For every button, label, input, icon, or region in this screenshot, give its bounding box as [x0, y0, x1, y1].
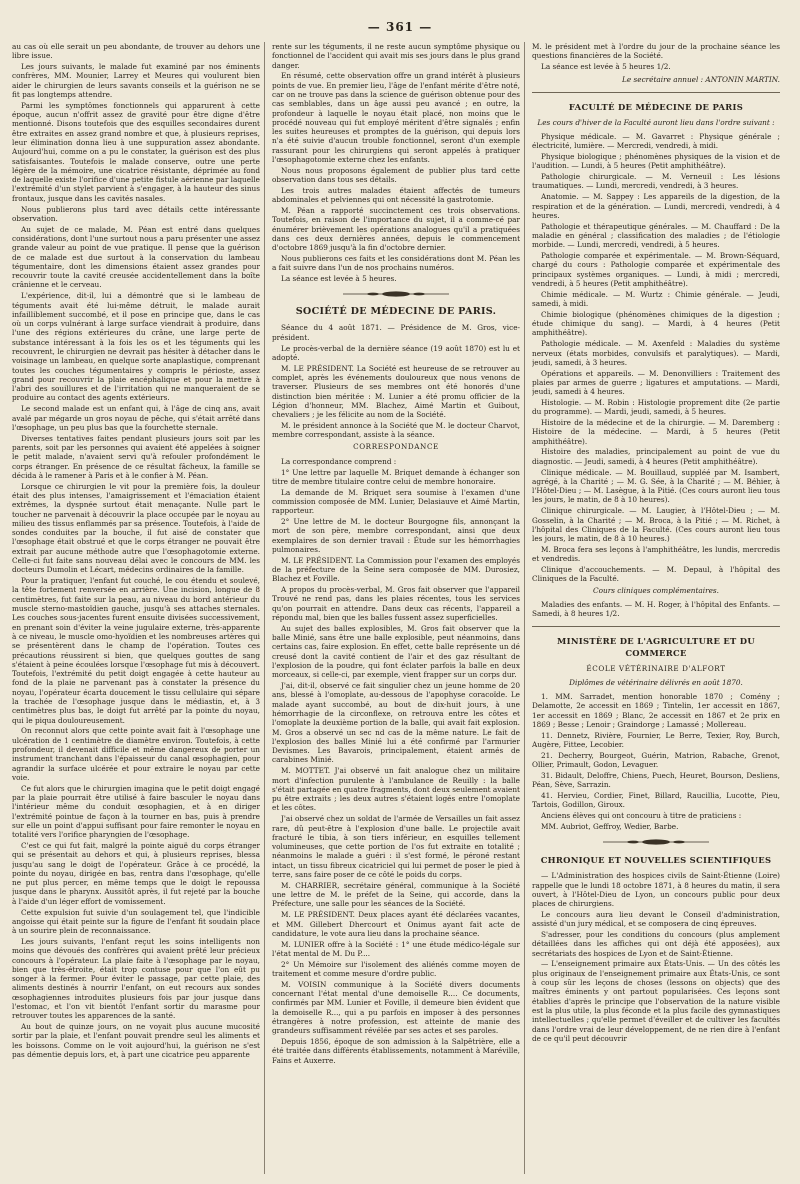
graduate-list: MM. Aubriot, Geffroy, Wedier, Barbe.	[541, 821, 679, 831]
section-rule	[532, 92, 780, 93]
news-paragraph: — L'enseignement primaire aux États-Unis. — Un des côtés les plus originaux de l'enseignement primaire aux États-Unis, ce sont à coup sûr les leçons de choses (lessons on objects) que des maîtres éminents y ont partout popularisées. Ces leçons sont établies d'après le principe que l'observation de la nature visible est la plus utile, la plus féconde et la plus facile des gymnastiques intellectuelles ; qu'elle permet d'éveiller et de cultiver les facultés dans l'ordre vrai de leur développement, de ne rien dire à l'enfant de ce qu'il peut découvrir	[532, 959, 780, 1043]
course-entry: Histologie. — M. Robin : Histologie proprement dite (2e partie du programme). — Mardi, jeudi, samedi, à 5 heures.	[532, 398, 780, 417]
paragraph: Au sujet de ce malade, M. Péan est entré dans quelques considérations, dont l'une surtout nous a paru présenter une assez grande valeur au point de vue pratique. Il pense que la guérison de ce malade est due surtout à la conservation du lambeau tégumentaire, dont les dimensions étaient assez grandes pour recouvrir toute la cavité creusée accidentellement dans la boîte crânienne et le cerveau.	[12, 224, 260, 290]
paragraph: M. LE PRÉSIDENT. La Commission pour l'examen des employés de la préfecture de la Seine sera composée de MM. Durosiez, Blachez et Foville.	[272, 555, 520, 584]
course-entry: Pathologie comparée et expérimentale. — M. Brown-Séquard, chargé du cours : Pathologie comparée et expérimentale des principaux systèmes organiques. — Lundi, à midi ; mercredi, vendredi, à 5 heures (Petit amphithéâtre).	[532, 251, 780, 288]
paragraph: 2° Une lettre de M. le docteur Bourgogne fils, annonçant la mort de son père, membre correspondant, ainsi que deux exemplaires de son dernier travail : Étude sur les hémorrhagies pulmonaires.	[272, 517, 520, 554]
column-1	[12, 42, 260, 1174]
paragraph: J'ai, dit-il, observé ce fait singulier chez un jeune homme de 20 ans, blessé à l'omoplate, au-dessous de l'apophyse coracoïde. Le malade ayant succombé, au bout de dix-huit jours, à une hémorrhagie de la circonflexe, on retrouva entre les côtes et l'omoplate la deuxième portion de la balle, qui avait fait explosion. M. Gros a observé un sec nd cas de la même nature. Le fait de l'explosion des balles Minié lui a été confirmé par l'armurier Devismes. Les Bavarois, principalement, étaient armés de carabines Minié.	[272, 681, 520, 765]
course-entry: Chimie médicale. — M. Wurtz : Chimie générale. — Jeudi, samedi, à midi.	[532, 289, 780, 309]
paragraph: M. VOISIN communique à la Société divers documents concernant l'état mental d'une demoiselle R.... Ce documents, confirmés par MM. Lunier et Foville, il demeure bien évident que la demoiselle R..., qui a pu parfois en imposer à des personnes étrangères à notre profession, est atteinte de manie des grandeurs suffisamment révélée par ses actes et ses paroles.	[272, 979, 520, 1036]
course-entry: M. Broca fera ses leçons à l'amphithéâtre, les lundis, mercredis et vendredis.	[532, 544, 780, 564]
paragraph: Au sujet des balles explosibles, M. Gros fait observer que la balle Minié, sans être une balle explosible, peut néanmoins, dans certains cas, faire explosion. En effet, cette balle représente un dé creusé dont la cavité contient de l'air et des gaz résultant de l'explosion de la poudre, qui font éclater parfois la balle en deux morceaux, si celle-ci, par exemple, vient frapper sur un corps dur.	[272, 623, 520, 680]
secretary-signature: Le secrétaire annuel : ANTONIN MARTIN.	[622, 75, 780, 85]
paragraph: au cas où elle serait un peu abondante, de trouver au dehors une libre issue.	[12, 42, 260, 61]
section-title: FACULTÉ DE MÉDECINE DE PARIS	[568, 101, 744, 112]
course-entry: Maladies des enfants. — M. H. Roger, à l'hôpital des Enfants. — Samedi, à 8 heures 1/2.	[532, 599, 780, 619]
paragraph: A propos du procès-verbal, M. Gros fait observer que l'appareil Trouvé ne rend pas, dans les plaies récentes, tous les services qu'on pourrait en attendre. Dans deux cas récents, l'appareil a répondu mal, bien que les balles fussent assez superficielles.	[272, 585, 520, 623]
paragraph: Nous nous proposons également de publier plus tard cette observation dans tous ses détails.	[272, 165, 520, 185]
paragraph: M. MOTTET. J'ai observé un fait analogue chez un militaire mort d'infection purulente à l'ambulance de Reuilly : la balle s'était partagée en quatre fragments, dont deux seulement avaient pu être extraits ; les deux autres s'étaient logés entre l'omoplate et les côtes.	[272, 766, 520, 813]
paragraph: 2° Un Mémoire sur l'isolement des aliénés comme moyen de traitement et comme mesure d'ordre public.	[272, 959, 520, 979]
paragraph: M. LE PRÉSIDENT. La Société est heureuse de se retrouver au complet, après les événements douloureux que nous venons de traverser. Plusieurs de ses membres ont été honorés d'une distinction bien méritée : M. Lunier a été promu officier de la Légion d'honneur, MM. Blachez, Aimé Martin et Guibout, chevaliers ; je les félicite au nom de la Société.	[272, 363, 520, 420]
paragraph: La demande de M. Briquet sera soumise à l'examen d'une commission composée de MM. Lunier, Delasiauve et Aimé Martin, rapporteur.	[272, 487, 520, 516]
course-entry: Anatomie. — M. Sappey : Les appareils de la digestion, de la respiration et de la génération. — Lundi, mercredi, vendredi, à 4 heures.	[532, 192, 780, 220]
paragraph: Les jours suivants, l'enfant reçut les soins intelligents non moins que dévoués des confrères qui avaient prêté leur précieux concours à l'opérateur. La plaie faite à l'œsophage par le noyau, bien que très-étroite, était trop contuse pour que l'on eût pu songer à la fermer. Pour éviter le passage, par cette plaie, des aliments destinés à nourrir l'enfant, on eut recours aux sondes œsophagiennes introduites plusieurs fois par jour jusque dans l'estomac, et l'on vit bientôt l'enfant sortir du marasme pour retrouver toutes les apparences de la santé.	[12, 936, 260, 1021]
paragraph: Le procès-verbal de la dernière séance (19 août 1870) est lu et adopté.	[272, 343, 520, 362]
course-entry: Pathologie chirurgicale. — M. Verneuil : Les lésions traumatiques. — Lundi, mercredi, vendredi, à 3 heures.	[532, 172, 780, 191]
course-entry: Histoire de la médecine et de la chirurgie. — M. Daremberg : Histoire de la médecine. — Mardi, à 5 heures (Petit amphithéâtre).	[532, 418, 780, 446]
graduate-list: 41. Hervieu, Cordier, Finet, Billard, Raucillia, Lucotte, Pieu, Tartois, Godillon, Giroux.	[532, 791, 780, 810]
paragraph: rente sur les téguments, il ne reste aucun symptôme physique ou fonctionnel de l'accident qui avait mis ses jours dans le plus grand danger.	[272, 42, 520, 70]
paragraph: L'expérience, dit-il, lui a démontré que si le lambeau de téguments avait été lui-même détruit, le malade aurait infailliblement succombé, et il pose en principe que, dans le cas où un corps vulnérant à large surface viendrait à produire, dans l'une des régions extérieures du crâne, une large perte de substance intéressant à la fois les os et les téguments qui les recouvrent, le chirurgien ne devrait pas hésiter à détacher dans le voisinage un lambeau, en quelque sorte anaplastique, comprenant toutes les couches tégumentaires y compris le périoste, assez grand pour recouvrir la plaie encéphalique et pour la mettre à l'abri des souillures et de l'irritation qui ne manqueraient de se produire au contact des agents extérieurs.	[12, 291, 260, 403]
paragraph: Parmi les symptômes fonctionnels qui apparurent à cette époque, aucun n'offrit assez de gravité pour être digne d'être mentionné. Disons toutefois que des esquilles secondaires durent être extraites en assez grand nombre et que, à plusieurs reprises, leur élimination donna lieu à une suppuration assez abondante. Aujourd'hui, comme on a pu le constater, la guérison est des plus satisfaisantes. Toutefois le malade conserve, outre une perte légère de la mémoire, une cicatrice résistante, déprimée au fond de laquelle existe l'orifice d'une petite fistule aérienne par laquelle l'extrémité d'un stylet parvient à s'engager, à la hauteur des sinus frontaux, jusque dans les cavités nasales.	[12, 100, 260, 203]
paragraph: La correspondance comprend :	[281, 456, 397, 466]
paragraph: Pour la pratiquer, l'enfant fut couché, le cou étendu et soulevé, la tête fortement renversée en arrière. Une incision, longue de 8 centimètres, fut faite sur la peau, au niveau du bord antérieur du muscle sterno-mastoïdien gauche, jusqu'à ses attaches sternales. Les couches sous-jacentes furent ensuite divisées successivement, en prenant soin d'éviter la veine jugulaire externe, très-apparente à ce niveau, le muscle omo-hyoïdien et les nombreuses artères qui se présentèrent dans le champ de l'opération. Toutes ces précautions réussirent si bien, que quelques gouttes de sang s'étaient à peine écoulées lorsque l'œsophage fut mis à découvert. Toutefois, l'extrémité du petit doigt engagée à cette hauteur au fond de la plaie ne parvenant pas à constater la présence du noyau, l'opérateur écarta doucement le tissu cellulaire qui sépare la trachée de l'œsophage jusque dans le médiastin, et, à 3 centimètres plus bas, le doigt fut arrêté par la pointe du noyau, qui le piqua douloureusement.	[12, 576, 260, 725]
course-entry: Pathologie et thérapeutique générales. — M. Chauffard : De la maladie en général ; classification des maladies ; de l'étiologie morbide. — Lundi, mercredi, vendredi, à 5 heures.	[532, 221, 780, 250]
section-subtitle: Les cours d'hiver de la Faculté auront lieu dans l'ordre suivant :	[537, 117, 775, 127]
graduate-list: 21. Decherry, Bourgeot, Guérin, Matrion, Rabache, Grenot, Ollier, Primault, Godon, Levaguer.	[532, 750, 780, 770]
paragraph: Au bout de quinze jours, on ne voyait plus aucune mucosité sortir par la plaie, et l'enfant pouvait prendre seul les aliments et les boissons. Comme on le voit aujourd'hui, la guérison ne s'est pas démentie depuis lors, et, à part une cicatrice peu apparente	[12, 1022, 260, 1059]
paragraph: En résumé, cette observation offre un grand intérêt à plusieurs points de vue. En premier lieu, l'âge de l'enfant mérite d'être noté, car on ne trouve pas dans la science de guérison obtenue pour des cas semblables, dans un âge aussi peu avancé ; en outre, la profondeur à laquelle le noyau était placé, non moins que le procédé nouveau qui fut employé méritent d'être signalés ; enfin les suites heureuses et promptes de la guérison, qui depuis lors n'a été suivie d'aucun trouble fonctionnel, seront d'un exemple rassurant pour les chirurgiens qui seront appelés à pratiquer l'œsophagotomie externe chez les enfants.	[272, 71, 520, 165]
paragraph: C'est ce qui fut fait, malgré la pointe aiguë du corps étranger qui se présentait au dehors et qui, à plusieurs reprises, blessa jusqu'au sang le doigt de l'opérateur. Grâce à ce procédé, la pointe du noyau, dirigée en bas, rentra dans l'œsophage, qu'elle ne put plus percer, en même temps que le doigt le repoussa jusque dans le pharynx. Aussitôt après, il fut rejeté par la bouche à l'aide d'un léger effort de vomissement.	[12, 840, 260, 906]
paragraph: Les jours suivants, le malade fut examiné par nos éminents confrères, MM. Mounier, Larrey et Meures qui voulurent bien aider le chirurgien de leurs savants conseils et la guérison ne se fit pas longtemps attendre.	[12, 62, 260, 99]
graduate-list: 31. Bidault, Deloffre, Chiens, Puech, Heuret, Bourson, Desliens, Péan, Sève, Sarrazin.	[532, 771, 780, 790]
news-paragraph: Le concours aura lieu devant le Conseil d'administration, assisté d'un jury médical, et se composera de cinq épreuves.	[532, 909, 780, 929]
course-entry: Clinique médicale. — M. Bouillaud, suppléé par M. Isambert, agrégé, à la Charité ; — M. G. Sée, à la Charité ; — M. Béhier, à l'Hôtel-Dieu ; — M. Lasègue, à la Pitié. (Ces cours auront lieu tous les jours, le matin, de 8 à 10 heures).	[532, 467, 780, 505]
course-entry: Opérations et appareils. — M. Denonvilliers : Traitement des plaies par armes de guerre ; ligatures et amputations. — Mardi, jeudi, samedi à 4 heures.	[532, 368, 780, 397]
news-paragraph: S'adresser, pour les conditions du concours (plus amplement détaillées dans les affiches qui ont déjà été apposées), aux secrétariats des hospices de Lyon et de Saint-Étienne.	[532, 930, 780, 958]
paragraph: M. le président annonce à la Société que M. le docteur Charvot, membre correspondant, assiste à la séance.	[272, 420, 520, 440]
paragraph: Ce fut alors que le chirurgien imagina que le petit doigt engagé par la plaie pourrait être utilisé à faire basculer le noyau dans l'intérieur même du conduit œsophagien, et à en diriger l'extrémité pointue de façon à la tourner en bas, puis à prendre sur elle un point d'appui suffisant pour faire remonter le noyau en totalité vers l'orifice pharyngien de l'œsophage.	[12, 783, 260, 840]
graduate-list: 11. Dennetz, Rivière, Fournier, Le Berre, Texier, Roy, Burch, Augère, Fittee, Lecobier.	[532, 730, 780, 750]
section-rule	[532, 626, 780, 627]
paragraph: 1° Une lettre par laquelle M. Briquet demande à échanger son titre de membre titulaire contre celui de membre honoraire.	[272, 467, 520, 486]
paragraph: M. LUNIER offre à la Société : 1° une étude médico-légale sur l'état mental de M. Du P....	[272, 939, 520, 958]
column-divider	[264, 42, 265, 1174]
paragraph: J'ai observé chez un soldat de l'armée de Versailles un fait assez rare, dû peut-être à l'explosion d'une balle. Le projectile avait fracturé le tibia, à son tiers inférieur, en esquilles tellement volumineuses, que cette portion de l'os fut extraite en totalité ; néanmoins le malade a guéri : il s'est formé, le péroné restant intact, un tissu fibreux cicatriciel qui lui permet de poser le pied à terre, sans faire poser de ce côté le poids du corps.	[272, 814, 520, 880]
paragraph: Les trois autres malades étaient affectés de tumeurs abdominales et pelviennes qui ont nécessité la gastrotomie.	[272, 185, 520, 205]
section-title: CHRONIQUE ET NOUVELLES SCIENTIFIQUES	[540, 855, 772, 866]
section-subtitle: Diplômes de vétérinaire délivrés en août 1870.	[569, 677, 743, 687]
session-line: Séance du 4 août 1871. — Présidence de M. Gros, vice-président.	[272, 323, 520, 342]
course-entry: Histoire des maladies, principalement au point de vue du diagnostic. — Jeudi, samedi, à 4 heures (Petit amphithéâtre).	[532, 447, 780, 466]
ornament-divider	[601, 838, 711, 846]
paragraph: Nous publierons ces faits et les considérations dont M. Péan les a fait suivre dans l'un de nos prochains numéros.	[272, 254, 520, 273]
paragraph: M. le président met à l'ordre du jour de la prochaine séance les questions financières de la Société.	[532, 42, 780, 61]
news-paragraph: — L'Administration des hospices civils de Saint-Étienne (Loire) rappelle que le lundi 18 octobre 1871, à 8 heures du matin, il sera ouvert, à l'Hôtel-Dieu de Lyon, un concours public pour deux places de chirurgiens.	[532, 871, 780, 909]
section-title: MINISTÈRE DE L'AGRICULTURE ET DU COMMERCE	[557, 635, 755, 658]
subsection-heading: CORRESPONDANCE	[353, 442, 439, 452]
school-title: ÉCOLE VÉTÉRINAIRE D'ALFORT	[586, 663, 726, 673]
ornament-divider	[341, 290, 451, 298]
column-3	[532, 42, 780, 1174]
paragraph: La séance est levée à 5 heures.	[281, 274, 397, 284]
course-entry: Clinique chirurgicale. — M. Laugier, à l'Hôtel-Dieu ; — M. Gosselin, à la Charité ; — M. Broca, à la Pitié ; — M. Richet, à l'hôpital des Cliniques de la Faculté. (Ces cours auront lieu tous les jours, le matin, de 8 à 10 heures.)	[532, 506, 780, 544]
section-title: SOCIÉTÉ DE MÉDECINE DE PARIS.	[295, 306, 497, 318]
course-entry: Physique biologique ; phénomènes physiques de la vision et de l'audition. — Lundi, à 5 heures (Petit amphithéâtre).	[532, 152, 780, 171]
paragraph: Le second malade est un enfant qui, à l'âge de cinq ans, avait avalé par mégarde un gros noyau de pêche, qui s'était arrêté dans l'œsophage, un peu plus bas que la fourchette sternale.	[12, 404, 260, 432]
course-entry: Clinique d'accouchements. — M. Depaul, à l'hôpital des Cliniques de la Faculté.	[532, 565, 780, 584]
course-entry: Chimie biologique (phénomènes chimiques de la digestion ; étude chimique du sang). — Mardi, à 4 heures (Petit amphithéâtre).	[532, 309, 780, 338]
column-2	[272, 42, 520, 1174]
paragraph: M. LE PRÉSIDENT. Deux places ayant été déclarées vacantes, et MM. Gillebert Dhercourt et Onimus ayant fait acte de candidature, le vote aura lieu dans la prochaine séance.	[272, 910, 520, 938]
paragraph: M. Péan a rapporté succinctement ces trois observations. Toutefois, en raison de l'importance du sujet, il a comme-cé par énumérer brièvement les opérations analogues qu'il a pratiquées dans ces deux dernières années, depuis le commencement d'octobre 1869 jusqu'à la fin d'octobre dernier.	[272, 206, 520, 253]
paragraph: Lorsque ce chirurgien le vit pour la première fois, la douleur était des plus intenses, l'amaigrissement et l'émaciation étaient extrêmes, la dyspnée surtout était menaçante. Nulle part le toucher ne parvenait à découvrir la place occupée par le noyau au milieu des tissus enflammés par sa présence. Toutefois, à l'aide de sondes conduites par la bouche, il fut aisé de constater que l'œsophage était obstrué et que le corps étranger ne pouvait être extrait par aucune méthode autre que l'œsophagotomie externe. Celle-ci fut faite sans nouveau délai avec le concours de MM. les docteurs Dumolin et Lécart, médecins ordinaires de la famille.	[12, 481, 260, 575]
course-entry: Physique médicale. — M. Gavarret : Physique générale ; électricité, lumière. — Mercredi, vendredi, à midi.	[532, 131, 780, 151]
graduate-list: 1. MM. Sarradet, mention honorable 1870 ; Comény ; Delamotte, 2e accessit en 1869 ; Tintelin, 1er accessit en 1867, 1er accessit en 1869 ; Blanc, 2e accessit en 1867 et 2e prix en 1869 ; Besse ; Lenoir ; Graindorge ; Lamassé ; Mollereau.	[532, 692, 780, 730]
paragraph: Cette expulsion fut suivie d'un soulagement tel, que l'indicible angoisse qui était peinte sur la figure de l'enfant fit soudain place à un sourire plein de reconnaissance.	[12, 907, 260, 936]
subsection-heading: Cours cliniques complémentaires.	[593, 585, 719, 595]
course-entry: Pathologie médicale. — M. Axenfeld : Maladies du système nerveux (états morbides, convulsifs et paralytiques). — Mardi, jeudi, samedi, à 3 heures.	[532, 339, 780, 367]
graduate-list: Anciens élèves qui ont concouru à titre de praticiens :	[541, 811, 742, 821]
paragraph: M. CHARRIER, secrétaire général, communique à la Société une lettre de M. le préfet de la Seine, qui accorde, dans la Préfecture, une salle pour les séances de la Société.	[272, 880, 520, 909]
paragraph: Depuis 1856, époque de son admission à la Salpêtrière, elle a été traitée dans différents établissements, notamment à Maréville, Fains et Auxerre.	[272, 1037, 520, 1065]
page-number: — 361 —	[367, 20, 433, 34]
paragraph: On reconnut alors que cette pointe avait fait à l'œsophage une ulcération de 1 centimètre de diamètre environ. Toutefois, à cette profondeur, il devenait difficile et même dangereux de porter un instrument tranchant dans l'épaisseur du canal œsophagien, pour agrandir la surface ulcérée et pour extraire le noyau par cette voie.	[12, 726, 260, 782]
paragraph: La séance est levée à 5 heures 1/2.	[541, 62, 671, 72]
paragraph: Diverses tentatives faites pendant plusieurs jours soit par les parents, soit par les personnes qui avaient été appelées à soigner le petit malade, n'avaient servi qu'à refouler profondément le corps étranger. En présence de ce résultat fâcheux, la famille se décida à le ramener à Paris et à le confier à M. Péan.	[12, 433, 260, 480]
paragraph: Nous publierons plus tard avec détails cette intéressante observation.	[12, 204, 260, 223]
column-divider	[524, 42, 525, 1174]
